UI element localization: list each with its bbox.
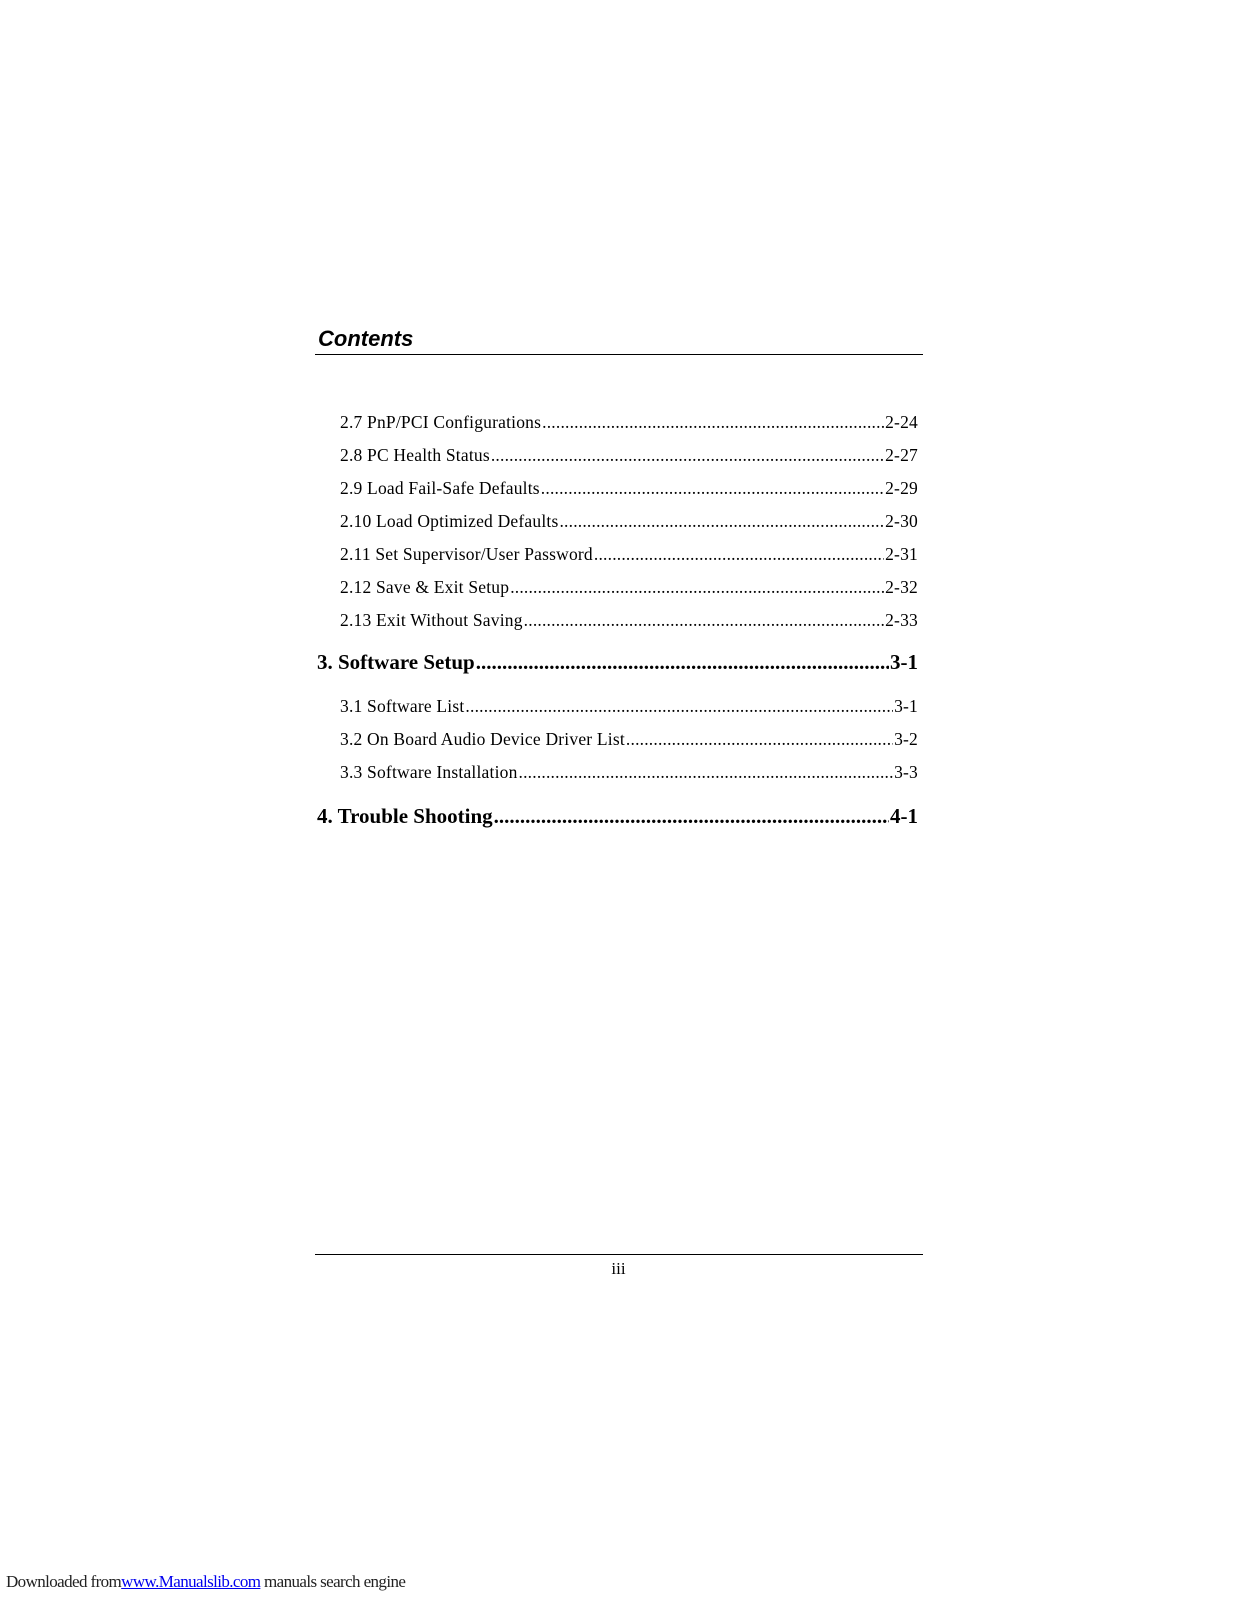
toc-chapter-page: 3-1 [890,650,918,674]
toc-entry-label: 2.10 Load Optimized Defaults [340,511,559,531]
toc-leader-dots [542,412,884,433]
toc-entry-label: 2.7 PnP/PCI Configurations [340,412,542,432]
footer-rule [315,1254,923,1255]
toc-entry-page: 2-32 [885,577,918,597]
footer-prefix: Downloaded from [6,1572,122,1591]
toc-entry[interactable] [340,445,918,466]
toc-entry[interactable] [340,544,918,565]
toc-leader-dots [491,445,884,466]
toc-entry-page: 2-24 [885,412,918,432]
toc-entry-label: 2.12 Save & Exit Setup [340,577,510,597]
toc-leader-dots [465,696,893,717]
toc-entry-page: 2-27 [885,445,918,465]
toc-entry[interactable] [340,511,918,532]
toc-leader-dots [519,762,894,783]
toc-entry-label: 2.8 PC Health Status [340,445,490,465]
toc-entry-page: 2-29 [885,478,918,498]
toc-chapter-label: 4. Trouble Shooting [317,804,493,828]
toc-entry[interactable] [340,729,918,750]
toc-entry-label: 3.1 Software List [340,696,465,716]
toc-chapter-entry[interactable] [317,650,918,675]
manualslib-link[interactable]: www.Manualslib.com [121,1572,261,1591]
toc-entry[interactable] [340,610,918,631]
toc-entry-label: 3.2 On Board Audio Device Driver List [340,729,625,749]
toc-entry-label: 2.13 Exit Without Saving [340,610,523,630]
toc-entry[interactable] [340,478,918,499]
toc-entry[interactable] [340,412,918,433]
footer-suffix: manuals search engine [264,1572,406,1591]
page-number: iii [611,1259,626,1278]
toc-leader-dots [510,577,884,598]
toc-leader-dots [594,544,884,565]
page-title: Contents [318,326,414,351]
toc-entry-page: 2-33 [885,610,918,630]
toc-leader-dots [524,610,884,631]
toc-entry-label: 3.3 Software Installation [340,762,518,782]
toc-entry[interactable] [340,762,918,783]
toc-chapter-page: 4-1 [890,804,918,828]
toc-leader-dots [559,511,884,532]
toc-entry-page: 3-3 [894,762,918,782]
toc-chapter-label: 3. Software Setup [317,650,475,674]
toc-leader-dots [541,478,884,499]
toc-entry-page: 2-31 [885,544,918,564]
toc-leader-dots [476,650,889,675]
toc-entry[interactable] [340,577,918,598]
toc-entry-page: 3-2 [894,729,918,749]
toc-entry-label: 2.9 Load Fail-Safe Defaults [340,478,540,498]
toc-entry[interactable] [340,696,918,717]
toc-leader-dots [626,729,893,750]
toc-entry-page: 2-30 [885,511,918,531]
toc-leader-dots [494,804,889,829]
toc-entry-page: 3-1 [894,696,918,716]
header-rule [315,354,923,355]
toc-entry-label: 2.11 Set Supervisor/User Password [340,544,593,564]
toc-chapter-entry[interactable] [317,804,918,829]
download-footer [6,1572,405,1592]
